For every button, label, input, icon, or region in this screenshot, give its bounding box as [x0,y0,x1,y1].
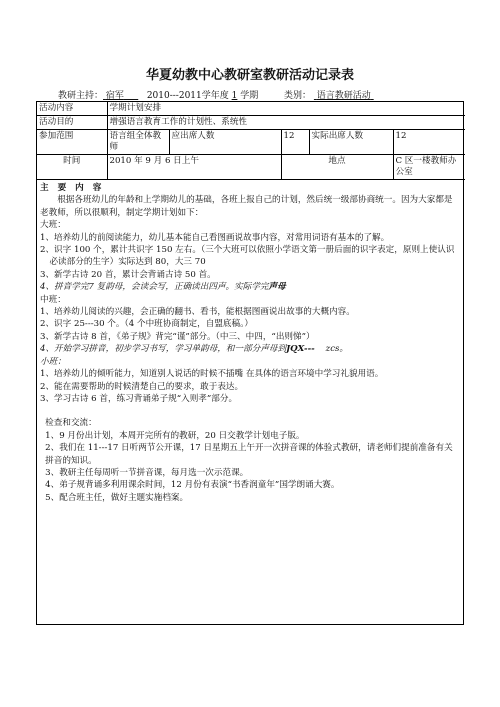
check-item-3: 3、教研主任每周听一节拼音课，每月选一次示范课。 [45,467,249,478]
zhong-ban-label: 中班： [40,294,66,305]
xiao-ban-label: 小班： [40,356,66,367]
xiao-item-3: 3、学习古诗 6 首，练习背诵弟子规“入则孝”部分。 [40,393,238,404]
actual-label: 实际出席人数 [309,130,393,155]
zhong-item-3: 3、新学古诗 8 首，《弟子规》背完“谨”部分。（中三、中四，“出则悌”） [40,331,315,342]
host-name: 宿军 [105,91,124,101]
row-scope [37,130,465,155]
expected-value: 12 [281,130,309,155]
zhong-item-1: 1、培养幼儿阅读的兴趣，会正确的翻书、看书，能根据图画说出故事的大概内容。 [40,307,355,318]
scope-label: 参加范围 [37,130,107,155]
type-label: 类别： [284,91,312,101]
record-sheet [36,101,464,625]
check-item-2: 2、我们在 11---17 日听两节公开课，17 日星期五上午开一次拼音课的体验式教研，请老师们提前准备有关拼音的知识。 [45,443,453,466]
da-item-4: 4、拼音学完7 复韵母，会读会写，正确读出四声。实际学完声母 [40,282,286,293]
school-year-label: 学年度 [201,91,229,101]
da-item-1: 1、培养幼儿的前阅读能力，幼儿基本能自己看图画说故事内容，对常用词语有基本的了解。 [40,232,390,243]
place-label: 地点 [281,155,393,180]
content-value: 学期计划安排 [107,102,465,116]
check-item-4: 4、弟子规背诵多利用课余时间，12 月份有表演“书香润童年”国学朗诵大赛。 [45,480,340,491]
intro-text: 根据各班幼儿的年龄和上学期幼儿的基础，各班上报自己的计划，然后统一级部协商统一。因为大家都是老教师，所以很顺利，制定学期计划如下： [40,195,453,218]
zhong-item-4: 4、开始学习拼音，初步学习书写，学习单韵母，和一部分声母到JQX--- zcs。 [40,344,349,355]
term-label: 学期 [240,91,259,101]
check-item-5: 5、配合班主任，做好主题实施档案。 [45,492,189,503]
school-year: 2010---2011 [146,91,202,101]
page-title: 华夏幼教中心教研室教研活动记录表 [145,68,354,83]
meta-line [58,88,458,101]
content-label: 活动内容 [37,102,107,116]
place-value: C 区一楼教师办公室 [393,155,465,180]
check-item-1: 1、9 月份出计划，本周开完所有的教研，20 日交教学计划电子版。 [45,430,305,441]
main-content [37,180,463,506]
row-content [37,102,465,116]
time-label: 时间 [37,155,107,180]
host-label: 教研主持： [58,91,104,101]
activity-type: 语言教研活动 [316,91,371,101]
check-label: 检查和交流： [45,418,97,429]
da-ban-label: 大班： [40,220,66,231]
xiao-item-1: 1、培养幼儿的倾听能力，知道别人说话的时候不插嘴 在具体的语言环境中学习礼貌用语。 [40,369,384,380]
row-purpose [37,116,465,130]
da-item-3: 3、新学古诗 20 首，累计会背诵古诗 50 首。 [40,269,216,280]
term-number: 1 [231,91,238,101]
row-time [37,155,465,180]
scope-value: 语言组全体教师 [107,130,169,155]
expected-label: 应出席人数 [169,130,281,155]
info-table [37,102,465,180]
da-item-2: 2、识字 100 个，累计共识字 150 左右。（三个大班可以依照小学语文第一册后面的识字表定，原则上使认识必读部分的生字）实际达到 80，大三 70 [40,245,455,268]
xiao-item-2: 2、能在需要帮助的时候清楚自己的要求，敢于表达。 [40,381,244,392]
section-heading: 主 要 内 容 [40,183,105,193]
purpose-label: 活动目的 [37,116,107,130]
zhong-item-2: 2、识字 25---30 个。（4 个中班协商制定，自盟底稿。） [40,319,253,330]
actual-value: 12 [393,130,465,155]
purpose-value: 增强语言教育工作的计划性、系统性 [107,116,465,130]
time-value: 2010 年 9 月 6 日上午 [107,155,281,180]
